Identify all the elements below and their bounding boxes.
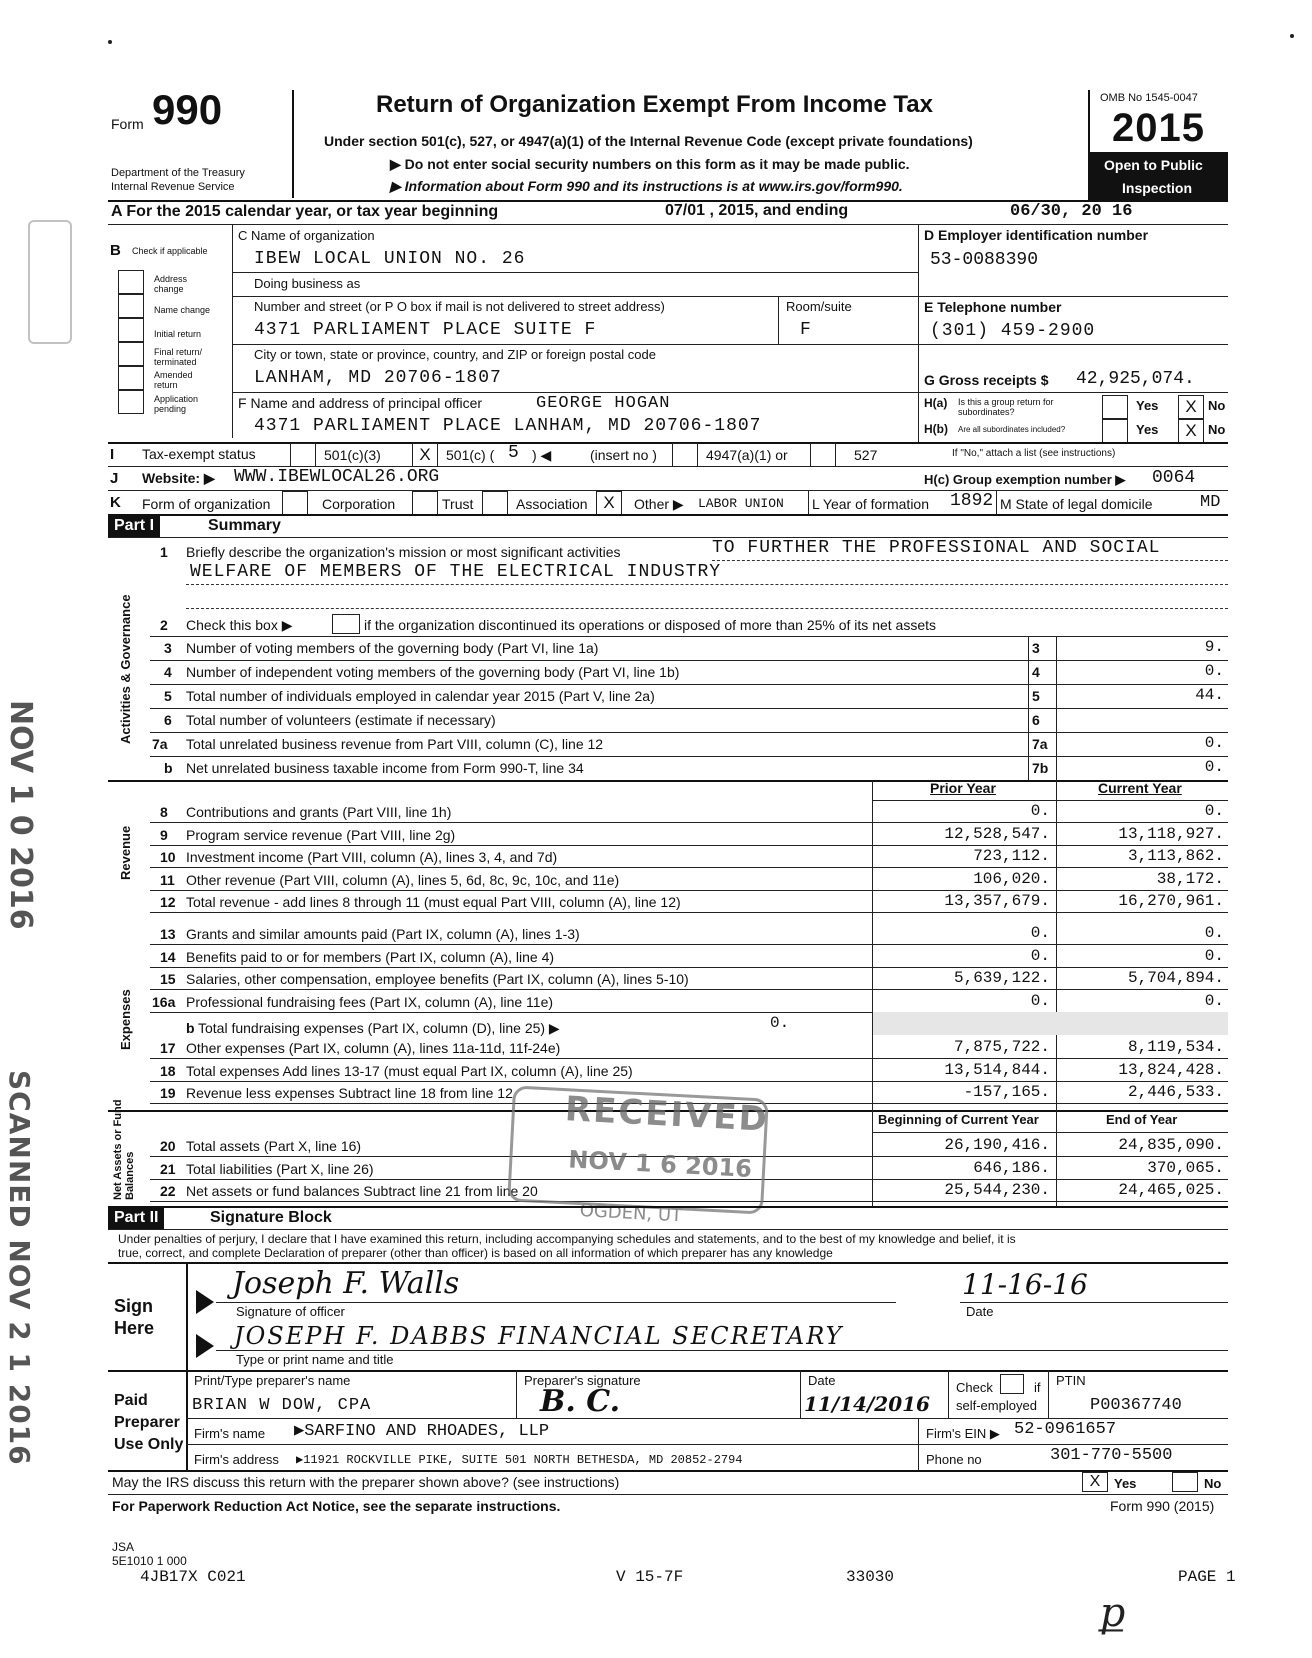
ha-text: Is this a group return for subordinates?	[958, 397, 1054, 417]
part2-title: Signature Block	[210, 1209, 332, 1226]
received-stamp-text: RECEIVED	[563, 1089, 770, 1140]
year-of-formation: 1892	[950, 491, 994, 511]
row-rule	[150, 967, 1228, 968]
current-year-value: 38,172.	[1156, 869, 1224, 888]
line-1-num: 1	[160, 544, 168, 560]
form-footer-ref: Form 990 (2015)	[1110, 1498, 1215, 1514]
checkbox-name-change[interactable]	[118, 294, 144, 318]
line-box-label: 6	[1032, 712, 1040, 728]
firm-address-label: Firm's address	[194, 1452, 279, 1467]
line-8-prior-value: 0.	[1030, 802, 1050, 820]
street-label: Number and street (or P O box if mail is not delivered to street address)	[254, 299, 665, 314]
hb-label: H(b)	[924, 422, 948, 436]
phone-label: Phone no	[926, 1452, 982, 1467]
line-num: 18	[160, 1062, 176, 1079]
side-expenses: Expenses	[118, 989, 133, 1050]
footer-code-3: 33030	[846, 1568, 895, 1586]
prior-year-value: 723,112.	[973, 847, 1050, 866]
line-value: 9.	[1204, 638, 1224, 656]
prior-year-value: 0.	[1030, 924, 1050, 942]
dept-treasury: Department of the Treasury	[111, 167, 245, 179]
line-2-text-b: if the organization discontinued its operations or disposed of more than 25% of its net assets	[364, 617, 937, 633]
row-rule	[150, 867, 1228, 868]
line-text: Number of voting members of the governing body (Part VI, line 1a)	[186, 640, 599, 656]
preparer-ptin: P00367740	[1090, 1396, 1182, 1415]
k-label: Form of organization	[142, 496, 271, 512]
trust-checkbox[interactable]	[412, 491, 438, 515]
line-text: Investment income (Part VIII, column (A), lines 3, 4, and 7d)	[186, 849, 558, 866]
tax-year-begin: 07/01 , 2015, and ending	[665, 202, 849, 219]
insert-no-label: (insert no )	[590, 447, 657, 463]
scan-dot	[108, 40, 112, 44]
prior-year-value: 13,357,679.	[944, 892, 1050, 911]
row-rule	[150, 822, 1228, 823]
side-net-assets: Net Assets or Fund Balances	[112, 1099, 136, 1200]
discuss-no-label: No	[1204, 1476, 1222, 1491]
mission-line-2: WELFARE OF MEMBERS OF THE ELECTRICAL INDUSTRY	[190, 562, 722, 582]
type-name-label: Type or print name and title	[236, 1352, 394, 1367]
line-text: Total unrelated business revenue from Part VIII, column (C), line 12	[186, 736, 604, 752]
footer-code-1: 4JB17X C021	[140, 1568, 246, 1586]
discuss-yes-mark: X	[1089, 1473, 1101, 1490]
ha-no-label: No	[1208, 398, 1226, 413]
line-num: 22	[160, 1183, 176, 1200]
tax-year: 2015	[1112, 106, 1205, 150]
line-box-label: 7b	[1032, 760, 1049, 776]
org-name: IBEW LOCAL UNION NO. 26	[254, 249, 526, 269]
l-label: L Year of formation	[812, 496, 930, 512]
page-number: PAGE 1	[1178, 1568, 1236, 1586]
current-year-value: 13,824,428.	[1118, 1060, 1224, 1079]
501c-mark: X	[419, 445, 431, 464]
section-b-letter: B	[110, 242, 121, 259]
checkbox-application-pending[interactable]	[118, 390, 144, 414]
current-year-value: 370,065.	[1147, 1158, 1224, 1177]
501c-close: ) ◀	[532, 447, 552, 463]
row-rule	[150, 756, 1228, 757]
line-a-label: A For the 2015 calendar year, or tax year beginning	[111, 203, 499, 220]
trust-label: Trust	[442, 496, 474, 512]
line-text: Number of independent voting members of the governing body (Part VI, line 1b)	[186, 664, 680, 680]
line-num: 16a	[152, 993, 176, 1010]
checkbox-initial-return[interactable]	[118, 318, 144, 342]
footer-code-2: V 15-7F	[616, 1568, 684, 1586]
b-item-name-change: Name change	[154, 305, 211, 315]
line-num: 14	[160, 948, 176, 965]
discuss-no-checkbox[interactable]	[1172, 1472, 1198, 1492]
line-num: 15	[160, 971, 176, 988]
officer-address: 4371 PARLIAMENT PLACE LANHAM, MD 20706-1807	[254, 416, 762, 436]
received-stamp-place: OGDEN, UT	[579, 1200, 683, 1227]
line-text: Benefits paid to or for members (Part IX, column (A), line 4)	[186, 948, 555, 965]
line-j-letter: J	[110, 470, 119, 487]
prior-year-value: 13,514,844.	[944, 1060, 1050, 1079]
line-text: Net assets or fund balances Subtract line 21 from line 20	[186, 1183, 538, 1200]
line-text: Total expenses Add lines 13-17 (must equal Part IX, column (A), line 25)	[186, 1062, 633, 1079]
4947-checkbox[interactable]	[672, 443, 698, 467]
ha-no-checkbox[interactable]	[1178, 395, 1204, 419]
self-employed-label: self-employed	[956, 1398, 1037, 1413]
here-label: Here	[114, 1318, 155, 1338]
ha-yes-label: Yes	[1136, 398, 1159, 413]
open-to-public: Open to Public	[1104, 157, 1203, 173]
gross-receipts: 42,925,074.	[1076, 369, 1195, 389]
scan-dot	[1290, 34, 1294, 38]
other-mark: X	[603, 493, 615, 512]
4947-label: 4947(a)(1) or	[706, 447, 788, 463]
sig-date-label: Date	[966, 1304, 994, 1319]
org-city: LANHAM, MD 20706-1807	[254, 368, 502, 388]
row-rule	[150, 1081, 1228, 1082]
if-label: if	[1034, 1380, 1041, 1395]
checkbox-address-change[interactable]	[118, 270, 144, 294]
preparer-date-label: Date	[808, 1373, 836, 1388]
state-domicile: MD	[1200, 493, 1221, 512]
line-2-num: 2	[160, 617, 168, 633]
mission-line-1: TO FURTHER THE PROFESSIONAL AND SOCIAL	[712, 538, 1161, 558]
paperwork-notice: For Paperwork Reduction Act Notice, see the separate instructions.	[112, 1498, 561, 1514]
row-rule	[150, 989, 1228, 990]
line-num: 8	[160, 804, 168, 820]
dept-irs: Internal Revenue Service	[111, 181, 235, 193]
association-checkbox[interactable]	[482, 491, 508, 515]
line-text: Grants and similar amounts paid (Part IX, column (A), lines 1-3)	[186, 926, 580, 942]
hb-text: Are all subordinates included?	[958, 425, 1066, 434]
hb-yes-label: Yes	[1136, 422, 1159, 437]
scanned-stamp: SCANNED NOV 2 1 2016	[3, 1070, 36, 1466]
current-year-value: 13,118,927.	[1118, 824, 1224, 843]
checkbox-amended-return[interactable]	[118, 366, 144, 390]
current-year-value: 16,270,961.	[1118, 892, 1224, 911]
prior-year-value: -157,165.	[963, 1083, 1050, 1102]
line-1-text: Briefly describe the organization's mission or most significant activities	[186, 544, 621, 560]
row-rule	[150, 944, 1228, 945]
current-year-value: 0.	[1204, 924, 1224, 942]
discuss-yes-label: Yes	[1114, 1476, 1137, 1491]
prior-year-value: 7,875,722.	[953, 1038, 1050, 1056]
use-only-label: Use Only	[114, 1436, 184, 1453]
line-value: 0.	[1204, 734, 1224, 752]
corporation-label: Corporation	[322, 496, 396, 512]
line-num: 3	[164, 640, 172, 656]
officer-name: GEORGE HOGAN	[536, 394, 671, 413]
line-num: 6	[164, 712, 172, 728]
preparer-phone: 301-770-5500	[1050, 1446, 1173, 1465]
group-exemption-number: 0064	[1152, 468, 1196, 488]
prior-year-value: 646,186.	[973, 1158, 1050, 1177]
line-text: Other revenue (Part VIII, column (A), lines 5, 6d, 8c, 9c, 10c, and 11e)	[186, 871, 620, 888]
b-item-final-return: Final return/ terminated	[154, 347, 203, 367]
org-room: F	[800, 320, 811, 340]
faded-stamp-mark	[28, 220, 72, 344]
hc-label: H(c) Group exemption number ▶	[924, 472, 1126, 487]
line-text: Contributions and grants (Part VIII, line 1h)	[186, 804, 452, 820]
line-i-label: Tax-exempt status	[142, 446, 256, 462]
d-label: D Employer identification number	[924, 227, 1149, 243]
ha-yes-checkbox[interactable]	[1102, 395, 1128, 419]
section-b-label: Check if applicable	[132, 246, 208, 256]
line-value: 44.	[1195, 686, 1224, 704]
received-stamp	[507, 1085, 770, 1227]
form-subtitle-2: ▶ Do not enter social security numbers on this form as it may be made public.	[390, 156, 910, 172]
sign-label: Sign	[114, 1296, 153, 1316]
side-revenue: Revenue	[118, 825, 133, 880]
preparer-sig-label: Preparer's signature	[524, 1373, 641, 1388]
sign-arrow-1	[196, 1290, 214, 1314]
e-label: E Telephone number	[924, 299, 1062, 315]
city-label: City or town, state or province, country, and ZIP or foreign postal code	[254, 347, 656, 362]
501c-number: 5	[508, 443, 519, 463]
other-checkbox[interactable]	[596, 491, 622, 515]
other-value: LABOR UNION	[698, 496, 784, 511]
prior-year-value: 12,528,547.	[944, 824, 1050, 843]
row-rule	[150, 684, 1228, 685]
row-rule	[150, 708, 1228, 709]
f-label: F Name and address of principal officer	[238, 395, 483, 411]
line-num: 7a	[152, 736, 168, 752]
line-box-label: 3	[1032, 640, 1040, 656]
sign-arrow-2	[196, 1334, 214, 1358]
hb-no-mark: X	[1185, 421, 1197, 440]
line-text: Other expenses (Part IX, column (A), lines 11a-11d, 11f-24e)	[186, 1040, 561, 1056]
preparer-name: BRIAN W DOW, CPA	[192, 1396, 372, 1415]
current-year-value: 0.	[1204, 802, 1224, 820]
website-label: Website: ▶	[142, 470, 215, 486]
self-employed-checkbox[interactable]	[1000, 1374, 1024, 1394]
current-year-value: 5,704,894.	[1127, 969, 1224, 988]
prior-year-value: 5,639,122.	[953, 969, 1050, 988]
website-value[interactable]: WWW.IBEWLOCAL26.ORG	[234, 467, 440, 487]
line-value: 0.	[1204, 758, 1224, 776]
row-rule	[150, 845, 1228, 846]
b-item-amended-return: Amended return	[154, 370, 193, 390]
current-year-value: 0.	[1204, 991, 1224, 1010]
ein-value: 53-0088390	[930, 250, 1039, 270]
date-stamp-left: NOV 1 0 2016	[3, 700, 38, 930]
row-rule	[150, 890, 1228, 891]
hb-no-label: No	[1208, 422, 1226, 437]
b-item-application-pending: Application pending	[154, 394, 199, 414]
row-rule	[150, 912, 1228, 913]
line-text: Total number of individuals employed in calendar year 2015 (Part V, line 2a)	[186, 688, 655, 704]
form-title: Return of Organization Exempt From Income Tax	[376, 91, 933, 118]
hb-no-checkbox[interactable]	[1178, 419, 1204, 443]
line-num: 20	[160, 1138, 176, 1154]
line-text: Program service revenue (Part VIII, line 2g)	[186, 826, 456, 843]
line-num: 17	[160, 1040, 176, 1056]
officer-signature[interactable]: Joseph F. Walls	[232, 1266, 460, 1301]
current-year-value: 0.	[1204, 946, 1224, 965]
line-num: 19	[160, 1085, 176, 1102]
current-year-value: 3,113,862.	[1127, 847, 1224, 866]
discuss-question: May the IRS discuss this return with the preparer shown above? (see instructions)	[112, 1474, 620, 1490]
officer-sign-date[interactable]: 11-16-16	[962, 1268, 1088, 1301]
527-checkbox[interactable]	[810, 443, 836, 467]
room-label: Room/suite	[786, 299, 852, 314]
line-num: 9	[160, 826, 168, 843]
501c-label: 501(c) (	[446, 447, 495, 463]
row-rule	[150, 1058, 1228, 1059]
501c3-checkbox[interactable]	[290, 443, 316, 467]
col-current-year: Current Year	[1098, 780, 1182, 796]
dba-label: Doing business as	[254, 276, 361, 291]
line-text: Total assets (Part X, line 16)	[186, 1138, 362, 1154]
jsa-code: 5E1010 1 000	[112, 1554, 187, 1568]
line-2-text-a: Check this box ▶	[186, 617, 293, 633]
current-year-value: 24,465,025.	[1118, 1181, 1224, 1200]
line-k-letter: K	[110, 494, 121, 511]
ha-no-mark: X	[1185, 397, 1197, 416]
line-num: 21	[160, 1160, 176, 1177]
line-16b-shade	[873, 1012, 1228, 1035]
line-text: Net unrelated business taxable income from Form 990-T, line 34	[186, 760, 584, 776]
inspection: Inspection	[1122, 180, 1193, 196]
form-subtitle-1: Under section 501(c), 527, or 4947(a)(1) of the Internal Revenue Code (except private foundations)	[324, 133, 973, 149]
row-rule	[150, 732, 1228, 733]
m-label: M State of legal domicile	[1000, 496, 1153, 512]
line-text: Revenue less expenses Subtract line 18 from line 12	[186, 1085, 513, 1102]
part2-tab: Part II	[108, 1207, 164, 1229]
handwritten-page-mark: ք	[1100, 1590, 1126, 1636]
g-label: G Gross receipts $	[924, 372, 1049, 388]
firm-name-label: Firm's name	[194, 1426, 266, 1441]
col-end-year: End of Year	[1106, 1112, 1178, 1127]
b-item-address-change: Address change	[154, 274, 188, 294]
sig-officer-label: Signature of officer	[236, 1304, 345, 1319]
corporation-checkbox[interactable]	[282, 491, 308, 515]
prior-year-value: 26,190,416.	[944, 1136, 1050, 1154]
col-beginning-year: Beginning of Current Year	[878, 1112, 1039, 1127]
form-subtitle-3: ▶ Information about Form 990 and its instructions is at www.irs.gov/form990.	[390, 178, 903, 194]
line-16b-num: b	[186, 1020, 195, 1036]
hb-note: If "No," attach a list (see instructions)	[952, 448, 1116, 459]
501c-checkbox[interactable]	[412, 443, 438, 467]
line-box-label: 5	[1032, 688, 1040, 704]
current-year-value: 8,119,534.	[1127, 1038, 1224, 1056]
part1-tab: Part I	[108, 515, 160, 537]
discuss-yes-checkbox[interactable]	[1082, 1472, 1108, 1492]
line-num: 12	[160, 894, 176, 911]
b-item-initial-return: Initial return	[154, 329, 202, 339]
line-16b-text: Total fundraising expenses (Part IX, column (D), line 25) ▶	[198, 1020, 560, 1036]
jsa-label: JSA	[112, 1540, 135, 1554]
org-street: 4371 PARLIAMENT PLACE SUITE F	[254, 320, 597, 340]
ptin-label: PTIN	[1056, 1373, 1086, 1388]
c-label: C Name of organization	[238, 228, 375, 243]
row-rule	[150, 660, 1228, 661]
line-value: 0.	[1204, 662, 1224, 680]
line-num: b	[164, 760, 173, 776]
perjury-statement-2: true, correct, and complete Declaration of preparer (other than officer) is based on all information of which preparer has any knowledge	[118, 1246, 833, 1260]
part1-title: Summary	[208, 517, 281, 534]
line-i-letter: I	[110, 446, 115, 463]
prior-year-value: 0.	[1030, 991, 1050, 1010]
firm-address: ▶11921 ROCKVILLE PIKE, SUITE 501 NORTH BETHESDA, MD 20852-2794	[296, 1453, 743, 1467]
col-prior-year: Prior Year	[930, 780, 996, 796]
line-text: Professional fundraising fees (Part IX, column (A), line 11e)	[186, 993, 554, 1010]
line-text: Total revenue - add lines 8 through 11 (must equal Part VIII, column (A), line 12)	[186, 894, 681, 911]
line-box-label: 7a	[1032, 736, 1048, 752]
current-year-value: 24,835,090.	[1118, 1136, 1224, 1154]
firm-ein-label: Firm's EIN ▶	[926, 1426, 1000, 1441]
form-word: Form	[111, 116, 144, 132]
side-activities-governance: Activities & Governance	[118, 594, 133, 744]
line-num: 5	[164, 688, 172, 704]
line-text: Total number of volunteers (estimate if necessary)	[186, 712, 496, 728]
preparer-name-label: Print/Type preparer's name	[194, 1373, 351, 1388]
prior-year-value: 0.	[1030, 946, 1050, 965]
line-16b-value: 0.	[770, 1014, 790, 1032]
line-text: Salaries, other compensation, employee benefits (Part IX, column (A), lines 5-10)	[186, 971, 689, 988]
phone-value: (301) 459-2900	[930, 321, 1096, 341]
prior-year-value: 106,020.	[973, 869, 1050, 888]
line-num: 10	[160, 849, 176, 866]
discontinued-checkbox[interactable]	[332, 614, 360, 634]
527-label: 527	[854, 447, 878, 463]
line-text: Total liabilities (Part X, line 26)	[186, 1160, 374, 1177]
preparer-signature[interactable]: B. C.	[540, 1384, 621, 1419]
current-year-value: 2,446,533.	[1127, 1083, 1224, 1102]
firm-ein: 52-0961657	[1014, 1420, 1117, 1439]
association-label: Association	[516, 496, 588, 512]
omb-number: OMB No 1545-0047	[1100, 92, 1198, 104]
officer-printed-name[interactable]: JOSEPH F. DABBS FINANCIAL SECRETARY	[234, 1322, 844, 1350]
ha-label: H(a)	[924, 396, 948, 410]
check-label: Check	[956, 1380, 993, 1395]
paid-label: Paid	[114, 1392, 148, 1409]
preparer-label: Preparer	[114, 1414, 180, 1431]
tax-year-end: 06/30, 20 16	[1010, 202, 1133, 221]
perjury-statement-1: Under penalties of perjury, I declare that I have examined this return, including accompanying schedules and statements, and to the best of my knowledge and belief, it is	[118, 1232, 1016, 1246]
prior-year-value: 25,544,230.	[944, 1181, 1050, 1200]
line-num: 13	[160, 926, 176, 942]
hb-yes-checkbox[interactable]	[1102, 419, 1128, 443]
firm-name: ▶SARFINO AND RHOADES, LLP	[294, 1422, 550, 1441]
form-number: 990	[152, 86, 223, 133]
received-stamp-date: NOV 1 6 2016	[567, 1145, 753, 1183]
line-box-label: 4	[1032, 664, 1040, 680]
line-num: 11	[160, 871, 175, 888]
line-num: 4	[164, 664, 172, 680]
other-label: Other ▶	[634, 496, 684, 512]
preparer-date: 11/14/2016	[804, 1392, 930, 1416]
checkbox-final-return[interactable]	[118, 342, 144, 366]
501c3-label: 501(c)(3)	[324, 447, 381, 463]
